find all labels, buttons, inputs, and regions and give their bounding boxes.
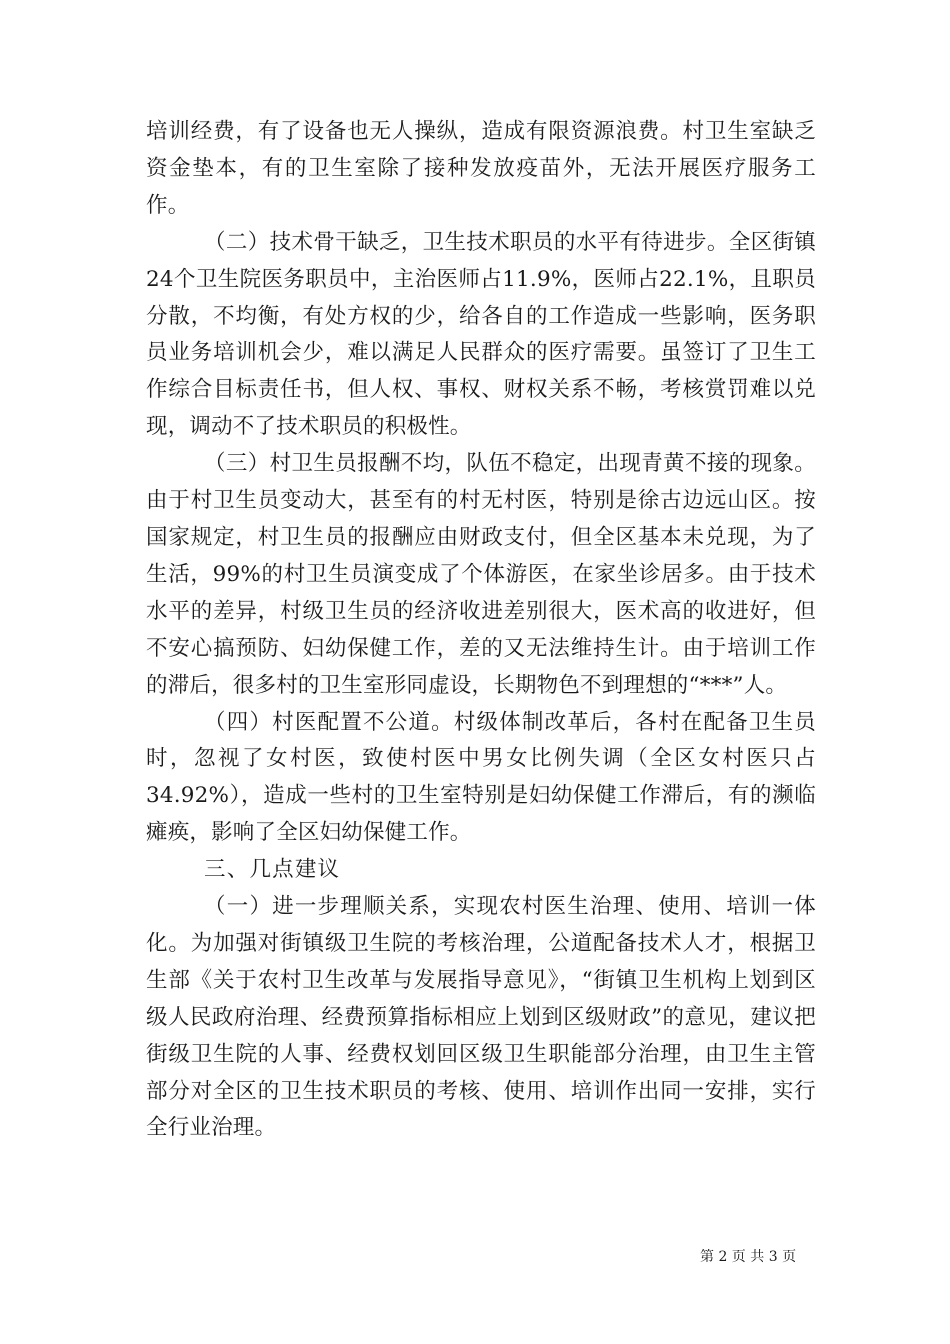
paragraph-continuation: 培训经费，有了设备也无人操纵，造成有限资源浪费。村卫生室缺乏资金垫本，有的卫生室除了接种发放疫苗外，无法开展医疗服务工作。 [146,119,816,218]
section-heading-suggestions: 三、几点建议 [204,857,341,883]
paragraph-suggestion-1: （一）进一步理顺关系，实现农村医生治理、使用、培训一体化。为加强对街镇级卫生院的考核治理，公道配备技术人才，根据卫生部《关于农村卫生改革与发展指导意见》，“街镇卫生机构上划到区级人民政府治理、经费预算指标相应上划到区级财政”的意见，建议把街级卫生院的人事、经费权划回区级卫生职能部分治理，由卫生主管部分对全区的卫生技术职员的考核、使用、培训作出同一安排，实行全行业治理。 [146,894,816,1141]
page-footer: 第 2 页 共 3 页 [700,1249,797,1265]
paragraph-section-2: （二）技术骨干缺乏，卫生技术职员的水平有待进步。全区街镇24个卫生院医务职员中，主治医师占11.9%，医师占22.1%，且职员分散，不均衡，有处方权的少，给各自的工作造成一些影响，医务职员业务培训机会少，难以满足人民群众的医疗需要。虽签订了卫生工作综合目标责任书，但人权、事权、财权关系不畅，考核赏罚难以兑现，调动不了技术职员的积极性。 [146,229,816,440]
paragraph-section-4: （四）村医配置不公道。村级体制改革后，各村在配备卫生员时，忽视了女村医，致使村医中男女比例失调（全区女村医只占34.92%），造成一些村的卫生室特别是妇幼保健工作滞后，有的濒临瘫痪，影响了全区妇幼保健工作。 [146,709,816,846]
paragraph-section-3: （三）村卫生员报酬不均，队伍不稳定，出现青黄不接的现象。由于村卫生员变动大，甚至有的村无村医，特别是徐古边远山区。按国家规定，村卫生员的报酬应由财政支付，但全区基本未兑现，为了生活，99%的村卫生员演变成了个体游医，在家坐诊居多。由于技术水平的差异，村级卫生员的经济收进差别很大，医术高的收进好，但不安心搞预防、妇幼保健工作，差的又无法维持生计。由于培训工作的滞后，很多村的卫生室形同虚设，长期物色不到理想的“***”人。 [146,451,816,698]
document-body [146,114,816,1147]
